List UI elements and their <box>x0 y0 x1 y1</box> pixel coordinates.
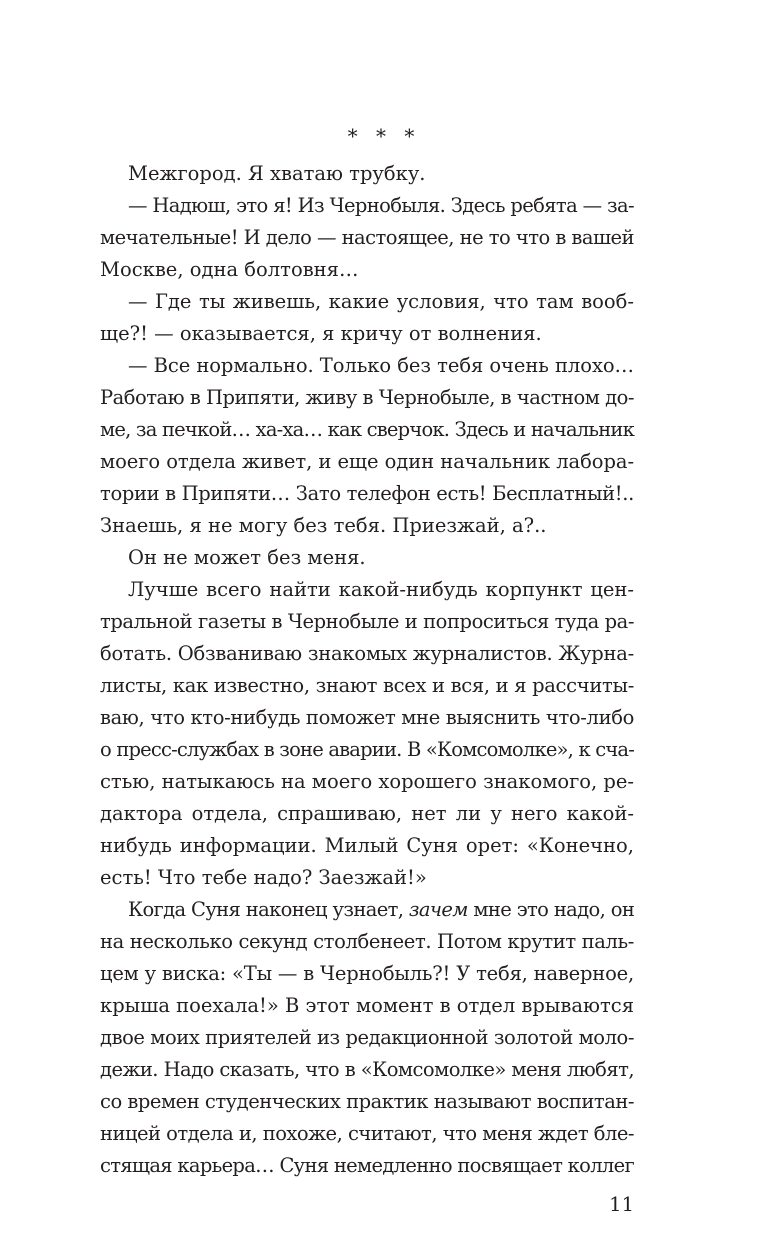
text-line: стящая карьера… Суня немедленно посвящает коллег <box>100 1154 634 1177</box>
text-line: Работаю в Припяти, живу в Чернобыле, в частном до- <box>100 386 634 409</box>
text-line: Лучше всего найти какой-нибудь корпункт цен- <box>128 578 634 601</box>
text-line: есть! Что тебе надо? Заезжай!» <box>100 866 427 889</box>
text-line: цем у виска: «Ты — в Чернобыль?! У тебя, наверное, <box>100 962 634 985</box>
text-line: нибудь информации. Милый Суня орет: «Конечно, <box>100 834 634 857</box>
text-line: крыша поехала!» В этот момент в отдел врываются <box>100 994 634 1017</box>
text-line: тории в Припяти… Зато телефон есть! Бесплатный!.. <box>100 482 634 505</box>
text-line: ме, за печкой… ха-ха… как сверчок. Здесь и начальник <box>100 418 634 441</box>
text-line: мечательные! И дело — настоящее, не то что в вашей <box>100 226 634 249</box>
page-number: 11 <box>609 1193 634 1216</box>
text-line: ницей отдела и, похоже, считают, что меня ждет бле- <box>100 1122 634 1145</box>
text-line: — Где ты живешь, какие условия, что там вооб- <box>128 290 634 313</box>
text-segment: Когда Суня наконец узнает, <box>128 898 409 921</box>
text-line: моего отдела живет, и еще один начальник лабора- <box>100 450 634 473</box>
text-line: Межгород. Я хватаю трубку. <box>128 162 426 185</box>
text-line: стью, натыкаюсь на моего хорошего знакомого, ре- <box>100 770 634 793</box>
text-line: двое моих приятелей из редакционной золотой моло- <box>100 1026 634 1049</box>
text-line: — Все нормально. Только без тебя очень плохо… <box>128 354 634 377</box>
text-line: дежи. Надо сказать, что в «Комсомолке» меня любят, <box>100 1058 634 1081</box>
text-line: на несколько секунд столбенеет. Потом крутит паль- <box>100 930 634 953</box>
text-line: ботать. Обзваниваю знакомых журналистов. Журна- <box>100 642 634 665</box>
text-line: ще?! — оказывается, я кричу от волнения. <box>100 322 542 345</box>
text-line: дактора отдела, спрашиваю, нет ли у него какой- <box>100 802 634 825</box>
text-line: ваю, что кто-нибудь поможет мне выяснить что-либо <box>100 706 634 729</box>
text-line: Знаешь, я не могу без тебя. Приезжай, а?.. <box>100 514 547 537</box>
text-line: со времен студенческих практик называют воспитан- <box>100 1090 634 1113</box>
text-line: тральной газеты в Чернобыле и попроситься туда ра- <box>100 610 634 633</box>
text-segment: мне это надо, он <box>467 898 635 921</box>
italic-word: зачем <box>408 898 468 921</box>
text-line: Он не может без меня. <box>128 546 366 569</box>
text-line: о пресс-службах в зоне аварии. В «Комсомолке», к сча- <box>100 738 634 761</box>
section-separator: * * * <box>347 124 421 148</box>
text-line: Москве, одна болтовня… <box>100 258 359 281</box>
text-line <box>128 894 634 926</box>
text-line: — Надюш, это я! Из Чернобыля. Здесь ребята — за- <box>128 194 634 217</box>
text-line: листы, как известно, знают всех и вся, и я рассчиты- <box>100 674 634 697</box>
